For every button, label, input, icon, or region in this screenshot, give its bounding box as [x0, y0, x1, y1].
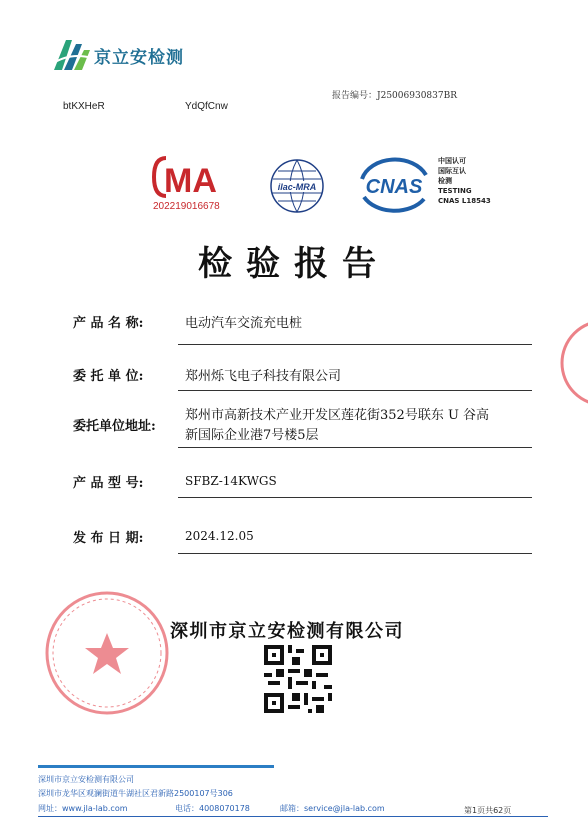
divider	[178, 344, 532, 345]
qr-code-icon	[264, 645, 332, 713]
cma-number: 202219016678	[153, 201, 220, 212]
issue-date-label: 发 布 日 期:	[73, 531, 144, 546]
cnas-caption-line: CNAS L18543	[438, 197, 491, 205]
svg-text:ilac-MRA: ilac-MRA	[277, 182, 317, 192]
footer-accent-bar	[38, 765, 274, 768]
footer-email[interactable]: 邮箱：service@jla-lab.com	[280, 804, 385, 813]
page-title: 检验报告	[198, 244, 390, 284]
edge-seal-icon	[556, 318, 588, 408]
cnas-caption	[438, 156, 491, 206]
footer-website[interactable]: 网址：www.jla-lab.com	[38, 804, 128, 813]
qr-code	[264, 645, 332, 713]
client-value: 郑州烁飞电子科技有限公司	[185, 369, 342, 384]
client-address-line2: 新国际企业港7号楼5层	[185, 428, 319, 443]
cnas-caption-line: 中国认可	[438, 157, 466, 165]
cnas-mark-icon	[354, 157, 434, 215]
jla-logo-icon	[50, 34, 94, 74]
issuing-company: 深圳市京立安检测有限公司	[170, 621, 404, 642]
issue-date-value: 2024.12.05	[185, 529, 254, 543]
edge-seal	[556, 318, 588, 408]
official-seal	[42, 588, 172, 718]
divider	[178, 390, 532, 391]
divider	[178, 447, 532, 448]
footer-phone: 电话：4008070178	[175, 804, 250, 813]
cnas-caption-line: TESTING	[438, 187, 472, 195]
cnas-logo	[354, 157, 434, 215]
footer-divider	[38, 816, 548, 817]
page-number: 第1页共62页	[464, 806, 512, 815]
cnas-caption-line: 国际互认	[438, 167, 466, 175]
seal-stamp-icon	[42, 588, 172, 718]
cma-mark-icon	[152, 154, 238, 200]
footer-address: 深圳市龙华区观澜街道牛湖社区君新路2500107号306	[38, 789, 233, 798]
product-name-value: 电动汽车交流充电桩	[185, 316, 303, 331]
divider	[178, 553, 532, 554]
product-model-value: SFBZ-14KWGS	[185, 474, 277, 488]
svg-text:CNAS: CNAS	[365, 176, 423, 198]
divider	[178, 497, 532, 498]
report-number: 报告编号：J25006930837BR	[332, 91, 457, 101]
logo-text: 京立安检测	[94, 48, 184, 68]
verification-code-right: YdQfCnw	[185, 101, 228, 112]
cma-logo	[152, 154, 238, 200]
client-address-line1: 郑州市高新技术产业开发区莲花街352号联东 U 谷高	[185, 408, 490, 423]
product-name-label: 产 品 名 称:	[73, 316, 144, 331]
footer-company: 深圳市京立安检测有限公司	[38, 775, 134, 784]
ilac-mra-logo	[268, 157, 326, 215]
cnas-caption-line: 检测	[438, 177, 452, 185]
svg-text:MA: MA	[164, 162, 217, 200]
verification-code-left: btKXHeR	[63, 101, 105, 112]
client-address-label: 委托单位地址:	[73, 419, 156, 434]
client-label: 委 托 单 位:	[73, 369, 144, 384]
ilac-globe-icon	[268, 157, 326, 215]
product-model-label: 产 品 型 号:	[73, 476, 144, 491]
